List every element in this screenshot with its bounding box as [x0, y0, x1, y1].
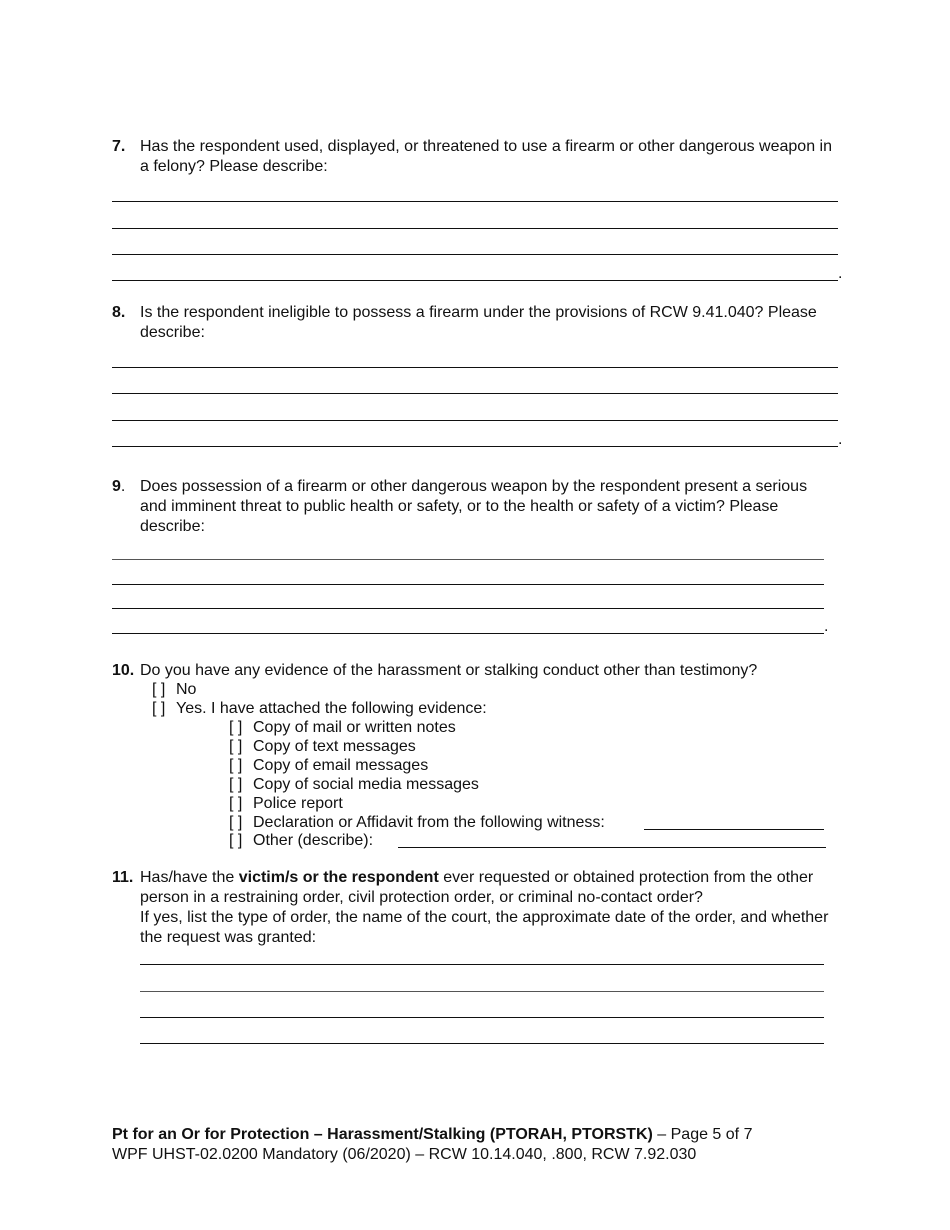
answer-line[interactable] [112, 393, 838, 394]
answer-line[interactable] [112, 608, 824, 609]
checkbox[interactable]: [ ] [229, 832, 243, 849]
question-number: 11. [112, 869, 134, 886]
footer [112, 1125, 752, 1165]
question-text: Is the respondent ineligible to possess a firearm under the provisions of RCW 9.41.040? Please describe: [140, 304, 817, 341]
question-11 [112, 868, 837, 948]
question-9 [112, 477, 837, 537]
answer-line[interactable] [112, 280, 838, 281]
question-8 [112, 303, 837, 343]
checkbox[interactable]: [ ] [229, 757, 243, 774]
answer-line[interactable] [112, 446, 838, 447]
answer-line[interactable] [140, 1017, 824, 1018]
question-number: 10. [112, 662, 135, 679]
option-label: No [176, 681, 197, 698]
question-7 [112, 137, 837, 177]
checkbox[interactable]: [ ] [229, 738, 243, 755]
question-number-digit: 9 [112, 478, 121, 495]
other-describe-field[interactable] [398, 847, 826, 848]
evidence-mail[interactable] [229, 718, 456, 737]
answer-line[interactable] [112, 201, 838, 202]
option-no[interactable] [152, 680, 196, 699]
footer-form-info: WPF UHST-02.0200 Mandatory (06/2020) – RCW 10.14.040, .800, RCW 7.92.030 [112, 1146, 697, 1163]
option-label: Police report [253, 795, 343, 812]
answer-line[interactable] [112, 584, 824, 585]
question-number: 7. [112, 138, 126, 155]
evidence-social-media[interactable] [229, 775, 479, 794]
checkbox[interactable]: [ ] [229, 814, 243, 831]
footer-title-line [112, 1125, 752, 1145]
evidence-other[interactable] [229, 831, 373, 850]
question-10 [112, 661, 837, 681]
line-end-period: . [838, 431, 843, 448]
option-label: Copy of mail or written notes [253, 719, 456, 736]
option-label: Copy of email messages [253, 757, 429, 774]
footer-title: Pt for an Or for Protection – Harassment/Stalking (PTORAH, PTORSTK) [112, 1126, 653, 1143]
option-yes[interactable] [152, 699, 487, 718]
answer-line[interactable] [112, 228, 838, 229]
answer-line[interactable] [140, 991, 824, 992]
option-label: Other (describe): [253, 832, 374, 849]
question-number: 8. [112, 304, 126, 321]
answer-line[interactable] [112, 559, 824, 560]
checkbox[interactable]: [ ] [152, 700, 166, 717]
evidence-police-report[interactable] [229, 794, 343, 813]
question-text-bold: victim/s or the respondent [238, 869, 439, 886]
question-text-line2: If yes, list the type of order, the name of the court, the approximate date of the order, and whether the request was granted: [140, 909, 829, 946]
line-end-period: . [838, 265, 843, 282]
checkbox[interactable]: [ ] [229, 795, 243, 812]
answer-line[interactable] [112, 367, 838, 368]
evidence-email[interactable] [229, 756, 428, 775]
evidence-text-messages[interactable] [229, 737, 416, 756]
question-number [112, 477, 125, 497]
line-end-period: . [824, 618, 829, 635]
answer-line[interactable] [112, 254, 838, 255]
option-label: Copy of social media messages [253, 776, 479, 793]
answer-line[interactable] [112, 420, 838, 421]
question-text: Has the respondent used, displayed, or threatened to use a firearm or other dangerous weapon in a felony? Please describe: [140, 138, 832, 175]
question-text-part: ever requested or obtained protection from the other person in a restraining order, civil protection order, or criminal no-contact order? [140, 869, 814, 906]
checkbox[interactable]: [ ] [229, 776, 243, 793]
answer-line[interactable] [140, 1043, 824, 1044]
witness-name-field[interactable] [644, 829, 824, 830]
option-label: Copy of text messages [253, 738, 416, 755]
answer-line[interactable] [140, 964, 824, 965]
checkbox[interactable]: [ ] [229, 719, 243, 736]
question-text-part: Has/have the [140, 869, 239, 886]
option-label: Declaration or Affidavit from the following witness: [253, 814, 605, 831]
question-number-suffix: . [120, 478, 126, 495]
evidence-declaration[interactable] [229, 813, 605, 832]
option-label: Yes. I have attached the following evidence: [176, 700, 487, 717]
question-text [140, 868, 837, 908]
question-text: Does possession of a firearm or other dangerous weapon by the respondent present a serious and imminent threat to public health or safety, or to the health or safety of a victim? Please describe: [140, 478, 808, 535]
checkbox[interactable]: [ ] [152, 681, 166, 698]
answer-line[interactable] [112, 633, 824, 634]
footer-page: – Page 5 of 7 [652, 1126, 753, 1143]
question-text: Do you have any evidence of the harassment or stalking conduct other than testimony? [140, 662, 758, 679]
